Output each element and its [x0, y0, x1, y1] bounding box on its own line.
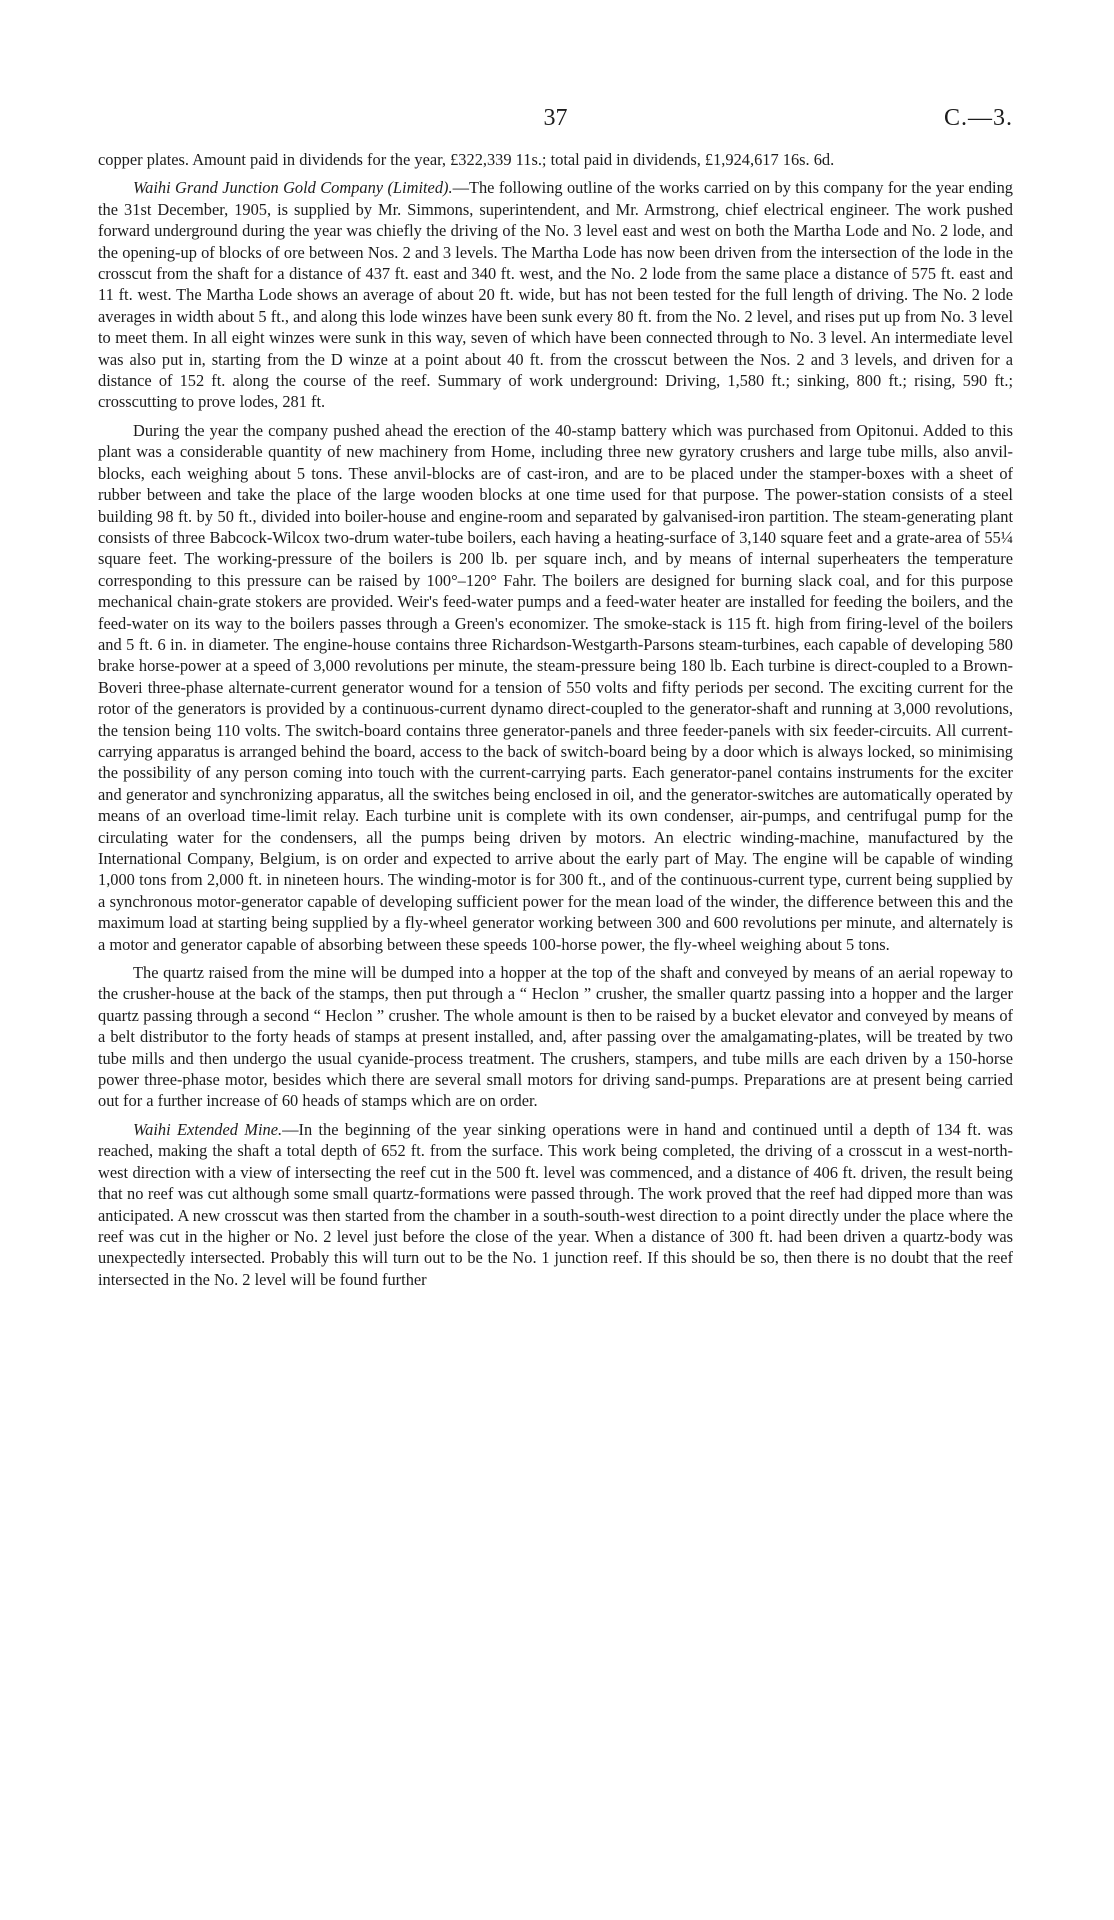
page-number: 37	[543, 105, 568, 131]
page-header	[98, 105, 1013, 149]
paragraph-text: During the year the company pushed ahead the erection of the 40-stamp battery which was purchased from Opitonui. Added to this plant was a considerable quantity of new machinery from Home, including three new gyratory crushers and large tube mills, also anvil-blocks, each weighing about 5 tons. These anvil-blocks are of cast-iron, and are to be placed under the stamper-boxes with a sheet of rubber between and take the place of the large wooden blocks at one time used for that purpose. The power-station consists of a steel building 98 ft. by 50 ft., divided into boiler-house and engine-room and separated by galvanised-iron partition. The steam-generating plant consists of three Babcock-Wilcox two-drum water-tube boilers, each having a heating-surface of 3,140 square feet and a grate-area of 55¼ square feet. The working-pressure of the boilers is 200 lb. per square inch, and by means of internal superheaters the temperature corresponding to this pressure can be raised by 100°–120° Fahr. The boilers are designed for burning slack coal, and for this purpose mechanical chain-grate stokers are provided. Weir's feed-water pumps and a feed-water heater are installed for feeding the boilers, and the feed-water on its way to the boilers passes through a Green's economizer. The smoke-stack is 115 ft. high from firing-level of the boilers and 5 ft. 6 in. in diameter. The engine-house contains three Richardson-Westgarth-Parsons steam-turbines, each capable of developing 580 brake horse-power at a speed of 3,000 revolutions per minute, the steam-pressure being 180 lb. Each turbine is direct-coupled to a Brown-Boveri three-phase alternate-current generator wound for a tension of 550 volts and fifty periods per second. The exciting current for the rotor of the generators is provided by a continuous-current dynamo direct-coupled to the generator-shaft and running at 3,000 revolutions, the tension being 110 volts. The switch-board contains three generator-panels and three feeder-panels with six feeder-circuits. All current-carrying apparatus is arranged behind the board, access to the back of switch-board being by a door which is always locked, so minimising the possibility of any person coming into touch with the current-carrying parts. Each generator-panel contains instruments for the exciter and generator and synchronizing apparatus, all the switches being enclosed in oil, and the generator-switches are automatically operated by means of an overload time-limit relay. Each turbine unit is complete with its own condenser, air-pumps, and centrifugal pump for the circulating water for the condensers, all the pumps being driven by motors. An electric winding-machine, manufactured by the International Company, Belgium, is on order and expected to arrive about the early part of May. The engine will be capable of winding 1,000 tons from 2,000 ft. in nineteen hours. The winding-motor is for 300 ft., and of the continuous-current type, current being supplied by a synchronous motor-generator capable of developing sufficient power for the mean load of the winder, the difference between this and the maximum load at starting being supplied by a fly-wheel generator working between 300 and 600 revolutions per minute, and alternately is a motor and generator capable of absorbing between these speeds 100-horse power, the fly-wheel weighing about 5 tons.	[98, 420, 1013, 954]
paragraph-text: —The following outline of the works carried on by this company for the year ending the 31st December, 1905, is supplied by Mr. Simmons, superintendent, and Mr. Armstrong, chief electrical engineer. The work pushed forward underground during the year was chiefly the driving of the No. 3 level east and west on both the Martha Lode and No. 2 lode, and the opening-up of blocks of ore between Nos. 2 and 3 levels. The Martha Lode has now been driven from the intersection of the lode in the crosscut from the shaft for a distance of 437 ft. east and 340 ft. west, and the No. 2 lode from the same place a distance of 575 ft. east and 11 ft. west. The Martha Lode shows an average of about 20 ft. wide, but has not been tested for the full length of driving. The No. 2 lode averages in width about 5 ft., and along this lode winzes have been sunk every 80 ft. from the No. 2 level, and rises put up from No. 3 level to meet them. In all eight winzes were sunk in this way, seven of which have been connected through to No. 3 level. An intermediate level was also put in, starting from the D winze at a point about 40 ft. from the crosscut between the Nos. 2 and 3 levels, and driven for a distance of 152 ft. along the course of the reef. Summary of work underground: Driving, 1,580 ft.; sinking, 800 ft.; rising, 590 ft.; crosscutting to prove lodes, 281 ft.	[98, 178, 1013, 412]
mine-name-heading: Waihi Extended Mine.	[133, 1119, 283, 1139]
paragraph-waihi-grand-junction	[98, 177, 1013, 412]
paragraph-text: —In the beginning of the year sinking operations were in hand and continued until a depth of 134 ft. was reached, making the shaft a total depth of 652 ft. from the surface. This work being completed, the driving of a crosscut in a west-north-west direction with a view of intersecting the reef cut in the 500 ft. level was commenced, and a distance of 406 ft. driven, the result being that no reef was cut although some small quartz-formations were passed through. The work proved that the reef had dipped more than was anticipated. A new crosscut was then started from the chamber in a south-south-west direction to a point directly under the place where the reef was cut in the higher or No. 2 level just before the close of the year. When a distance of 300 ft. had been driven a quartz-body was unexpectedly intersected. Probably this will turn out to be the No. 1 junction reef. If this should be so, then there is no doubt that the reef intersected in the No. 2 level will be found further	[98, 1119, 1013, 1289]
company-name-heading: Waihi Grand Junction Gold Company (Limited).	[133, 178, 453, 198]
paragraph-quartz-treatment	[98, 962, 1013, 1112]
document-page	[98, 105, 1013, 1290]
paragraph-waihi-extended	[98, 1119, 1013, 1290]
body-text	[98, 149, 1013, 1290]
paragraph-power-station	[98, 420, 1013, 955]
paragraph-text: The quartz raised from the mine will be dumped into a hopper at the top of the shaft and conveyed by means of an aerial ropeway to the crusher-house at the back of the stamps, then put through a “ Heclon ” crusher, the smaller quartz passing into a hopper and the larger quartz passing through a second “ Heclon ” crusher. The whole amount is then to be raised by a bucket elevator and conveyed by means of a belt distributor to the forty heads of stamps at present installed, and, after passing over the amalgamating-plates, will be treated by two tube mills and then undergo the usual cyanide-process treatment. The crushers, stampers, and tube mills are each driven by a 150-horse power three-phase motor, besides which there are several small motors for driving sand-pumps. Preparations are at present being carried out for a further increase of 60 heads of stamps which are on order.	[98, 963, 1013, 1111]
parliamentary-paper-reference: C.—3.	[943, 105, 1013, 131]
paragraph-dividends-continuation	[98, 149, 1013, 170]
paragraph-text: copper plates. Amount paid in dividends for the year, £322,339 11s.; total paid in dividends, £1,924,617 16s. 6d.	[98, 150, 835, 169]
